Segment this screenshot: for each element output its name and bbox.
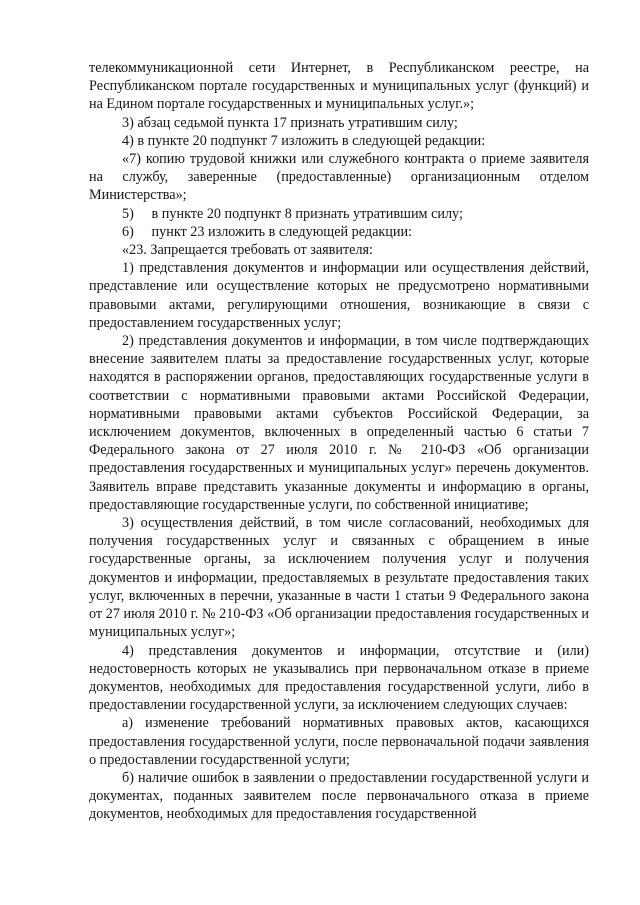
paragraph-subitem-7: «7) копию трудовой книжки или служебного контракта о приеме заявителя на службу, заверенные (предоставленные) организационным отделом Министерства»; xyxy=(89,151,589,204)
paragraph-point-23-sub-4: 4) представления документов и информации, отсутствие и (или) недостоверность которых не указывались при первоначальном отказе в приеме документов, необходимых для предоставления государственной услуги, либо в предоставлении государственной услуги, за исключением следующих случаев: xyxy=(89,642,589,714)
paragraph-continuation: телекоммуникационной сети Интернет, в Республиканском реестре, на Республиканском портале государственных и муниципальных услуг (функций) и на Едином портале государственных и муниципальных услуг.»; xyxy=(89,60,589,113)
paragraph-item-5: 5) в пункте 20 подпункт 8 признать утратившим силу; xyxy=(122,205,463,222)
paragraph-point-23-sub-1: 1) представления документов и информации или осуществления действий, представление или осуществление которых не предусмотрено нормативными правовыми актами, регулирующими отношения, возникающие в связи с предоставлением государственных услуг; xyxy=(89,260,589,331)
paragraph-point-23-heading: «23. Запрещается требовать от заявителя: xyxy=(122,242,373,259)
document-page xyxy=(89,59,589,824)
paragraph-case-a: а) изменение требований нормативных правовых актов, касающихся предоставления государственной услуги, после первоначальной подачи заявления о предоставлении государственной услуги; xyxy=(89,715,589,768)
paragraph-item-6: 6) пункт 23 изложить в следующей редакции: xyxy=(122,223,412,240)
paragraph-case-b: б) наличие ошибок в заявлении о предоставлении государственной услуги и документах, поданных заявителем после первоначального отказа в приеме документов, необходимых для предоставления государственной xyxy=(89,769,589,823)
paragraph-point-23-sub-3: 3) осуществления действий, в том числе согласований, необходимых для получения государственных услуг и связанных с обращением в иные государственные органы, за исключением получения услуг и получения документов и информации, предоставляемых в результате предоставления таких услуг, включенных в перечни, указанные в части 1 статьи 9 Федерального закона от 27 июля 2010 г. № 210-ФЗ «Об организации предоставления государственных и муниципальных услуг»; xyxy=(89,515,589,641)
paragraph-point-23-sub-2: 2) представления документов и информации, в том числе подтверждающих внесение заявителем платы за предоставление государственных услуг, которые находятся в распоряжении органов, предоставляющих государственные услуги в соответствии с нормативными правовыми актами Российской Федерации, нормативными правовыми актами субъектов Российской Федерации, за исключением документов, включенных в определенный частью 6 статьи 7 Федерального закона от 27 июля 2010 г. № 210-ФЗ «Об организации предоставления государственных и муниципальных услуг» перечень документов. Заявитель вправе представить указанные документы и информацию в органы, предоставляющие государственные услуги, по собственной инициативе; xyxy=(89,333,589,513)
paragraph-item-3: 3) абзац седьмой пункта 17 признать утратившим силу; xyxy=(122,114,458,131)
paragraph-item-4: 4) в пункте 20 подпункт 7 изложить в следующей редакции: xyxy=(122,132,486,149)
